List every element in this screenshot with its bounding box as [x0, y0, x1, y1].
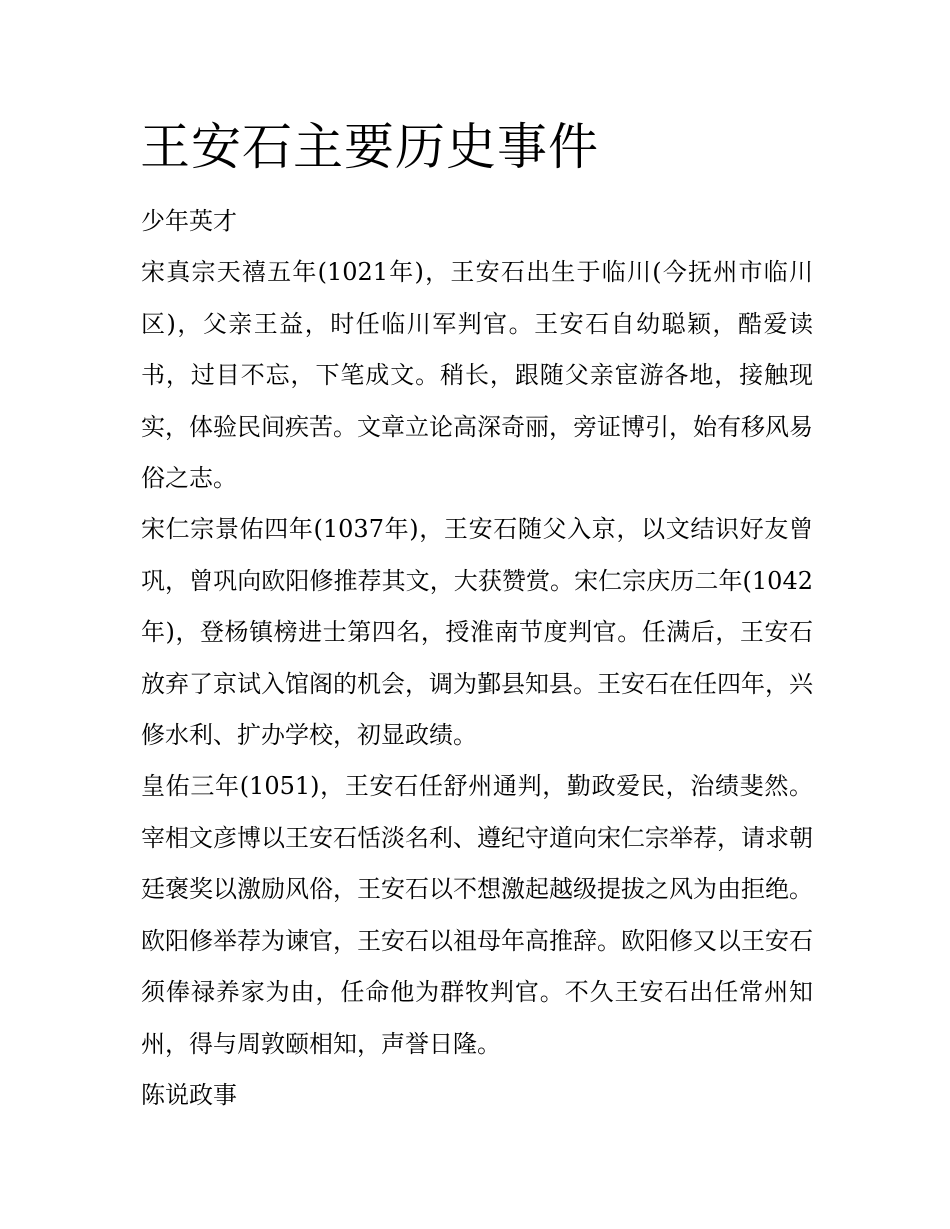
body-paragraph: 宋真宗天禧五年(1021年)，王安石出生于临川(今抚州市临川区)，父亲王益，时任临川军判官。王安石自幼聪颖，酷爱读书，过目不忘，下笔成文。稍长，跟随父亲宦游各地，接触现实，体验民间疾苦。文章立论高深奇丽，旁证博引，始有移风易俗之志。 — [141, 258, 813, 493]
section-heading: 少年英才 — [141, 207, 237, 235]
page-title: 王安石主要历史事件 — [140, 118, 599, 176]
body-paragraph: 宋仁宗景佑四年(1037年)，王安石随父入京，以文结识好友曾巩，曾巩向欧阳修推荐其文，大获赞赏。宋仁宗庆历二年(1042年)，登杨镇榜进士第四名，授淮南节度判官。任满后，王安石放弃了京试入馆阁的机会，调为鄞县知县。王安石在任四年，兴修水利、扩办学校，初显政绩。 — [141, 515, 813, 750]
document-body — [141, 196, 813, 1121]
section-heading: 陈说政事 — [141, 1080, 237, 1109]
body-paragraph: 皇佑三年(1051)，王安石任舒州通判，勤政爱民，治绩斐然。宰相文彦博以王安石恬淡名利、遵纪守道向宋仁宗举荐，请求朝廷褒奖以激励风俗，王安石以不想激起越级提拔之风为由拒绝。欧阳修举荐为谏官，王安石以祖母年高推辞。欧阳修又以王安石须俸禄养家为由，任命他为群牧判官。不久王安石出任常州知州，得与周敦颐相知，声誉日隆。 — [141, 772, 813, 1058]
